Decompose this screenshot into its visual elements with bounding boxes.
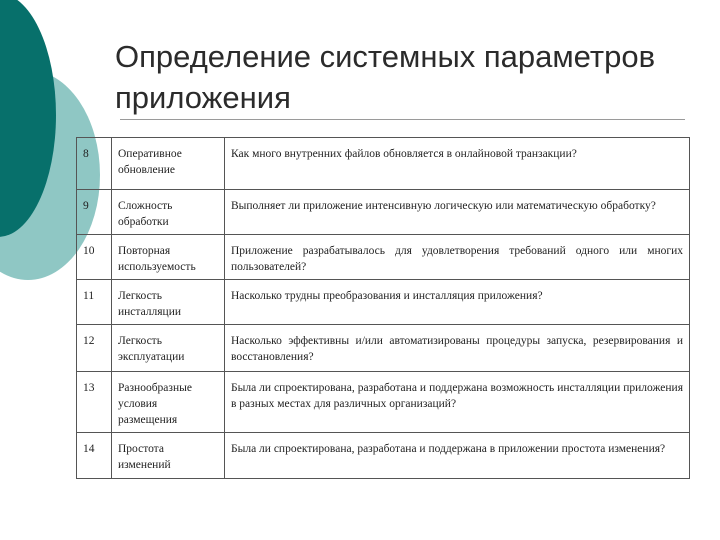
- parameter-question: Выполняет ли приложение интенсивную логическую или математическую обработку?: [225, 190, 690, 235]
- parameter-question: Как много внутренних файлов обновляется в онлайновой транзакции?: [225, 138, 690, 190]
- parameter-question: Приложение разрабатывалось для удовлетворения требований одного или многих пользователей?: [225, 235, 690, 280]
- parameter-question: Была ли спроектирована, разработана и поддержана в приложении простота изменения?: [225, 433, 690, 479]
- parameter-name: Сложность обработки: [112, 190, 225, 235]
- row-number: 12: [77, 325, 112, 372]
- parameter-name: Оперативное обновление: [112, 138, 225, 190]
- row-number: 13: [77, 372, 112, 433]
- parameter-name: Легкость эксплуатации: [112, 325, 225, 372]
- table-row: [77, 433, 690, 479]
- parameter-name: Повторная используемость: [112, 235, 225, 280]
- parameter-question: Насколько трудны преобразования и инсталляция приложения?: [225, 280, 690, 325]
- table-row: [77, 372, 690, 433]
- row-number: 11: [77, 280, 112, 325]
- slide-title: Определение системных параметров приложения: [115, 39, 656, 115]
- row-number: 10: [77, 235, 112, 280]
- row-number: 9: [77, 190, 112, 235]
- row-number: 14: [77, 433, 112, 479]
- table-row: [77, 138, 690, 190]
- table-row: [77, 325, 690, 372]
- title-divider: [120, 119, 685, 120]
- table-row: [77, 280, 690, 325]
- parameter-name: Разнообразные условия размещения: [112, 372, 225, 433]
- parameter-name: Легкость инсталляции: [112, 280, 225, 325]
- parameter-question: Была ли спроектирована, разработана и поддержана возможность инсталляции приложения в разных местах для различных организаций?: [225, 372, 690, 433]
- parameter-name: Простота изменений: [112, 433, 225, 479]
- table-row: [77, 235, 690, 280]
- parameter-question: Насколько эффективны и/или автоматизированы процедуры запуска, резервирования и восстановления?: [225, 325, 690, 372]
- system-parameters-table: [76, 137, 690, 479]
- table-row: [77, 190, 690, 235]
- row-number: 8: [77, 138, 112, 190]
